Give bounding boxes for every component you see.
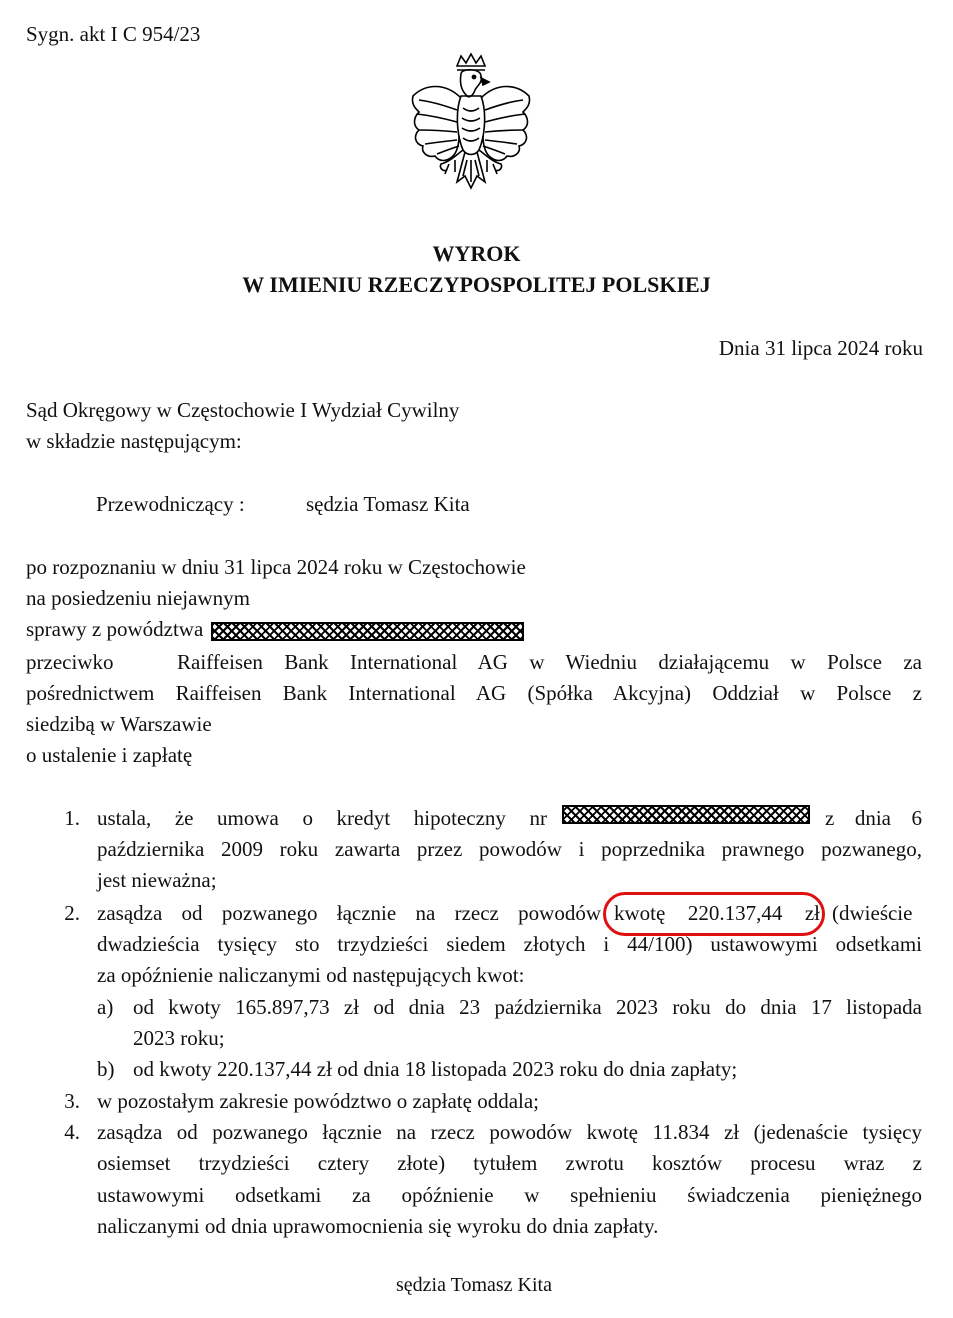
redacted-contract-number	[562, 805, 810, 824]
presiding-judge: sędzia Tomasz Kita	[306, 492, 470, 516]
ruling-1-line-1a: ustala, że umowa o kredyt hipoteczny nr	[97, 806, 547, 830]
case-number: Sygn. akt I C 954/23	[26, 22, 201, 46]
judgment-heading: WYROK	[432, 241, 521, 266]
ruling-4-line-1: zasądza od pozwanego łącznie na rzecz powodów kwotę 11.834 zł (jedenaście tysięcy	[97, 1120, 922, 1144]
judge-signature: sędzia Tomasz Kita	[396, 1274, 552, 1296]
highlighted-amount: kwotę 220.137,44 zł	[614, 901, 820, 925]
case-subject: o ustalenie i zapłatę	[26, 743, 193, 767]
ruling-number-2: 2.	[64, 901, 80, 925]
plaintiff-label: sprawy z powództwa	[26, 617, 204, 641]
ruling-number-1: 1.	[64, 806, 80, 830]
ruling-2-line-1c: (dwieście	[832, 901, 913, 925]
ruling-number-3: 3.	[64, 1089, 80, 1113]
redacted-plaintiff	[211, 622, 524, 641]
ruling-4-line-4: naliczanymi od dnia uprawomocnienia się wyroku do dnia zapłaty.	[97, 1214, 659, 1238]
ruling-number-4: 4.	[64, 1120, 80, 1144]
ruling-1-line-1b: z dnia 6	[825, 806, 922, 830]
court-composition-label: w składzie następującym:	[26, 429, 242, 453]
judgment-date: Dnia 31 lipca 2024 roku	[718, 336, 923, 360]
proceedings-line-2: na posiedzeniu niejawnym	[26, 586, 250, 610]
ruling-2-line-3: za opóźnienie naliczanymi od następujących kwot:	[97, 963, 525, 987]
proceedings-line-3	[26, 614, 524, 645]
defendant-line-2: pośrednictwem Raiffeisen Bank International AG (Spółka Akcyjna) Oddział w Polsce z	[26, 681, 922, 705]
ruling-2-line-1a: zasądza od pozwanego łącznie na rzecz powodów	[97, 901, 601, 925]
ruling-4-line-2: osiemset trzydzieści cztery złote) tytułem zwrotu kosztów procesu wraz z	[97, 1151, 922, 1175]
ruling-2-sub-b-label: b)	[97, 1057, 115, 1081]
ruling-2-sub-a-line-2: 2023 roku;	[133, 1026, 225, 1050]
against-label: przeciwko	[26, 650, 114, 674]
ruling-3-line-1: w pozostałym zakresie powództwo o zapłatę oddala;	[97, 1089, 540, 1113]
polish-eagle-emblem	[405, 52, 537, 202]
ruling-4-line-3: ustawowymi odsetkami za opóźnienie w spełnieniu świadczenia pieniężnego	[97, 1183, 922, 1207]
defendant-line-1: Raiffeisen Bank International AG w Wiedniu działającemu w Polsce za	[177, 650, 922, 674]
presiding-label: Przewodniczący :	[96, 492, 245, 516]
ruling-2-sub-a-line-1: od kwoty 165.897,73 zł od dnia 23 października 2023 roku do dnia 17 listopada	[133, 995, 922, 1019]
ruling-1-line-3: jest nieważna;	[97, 868, 217, 892]
ruling-2-sub-b-line-1: od kwoty 220.137,44 zł od dnia 18 listopada 2023 roku do dnia zapłaty;	[133, 1057, 738, 1081]
proceedings-line-1: po rozpoznaniu w dniu 31 lipca 2024 roku w Częstochowie	[26, 555, 526, 579]
defendant-line-3: siedzibą w Warszawie	[26, 712, 212, 736]
judgment-subheading: W IMIENIU RZECZYPOSPOLITEJ POLSKIEJ	[242, 272, 711, 297]
court-name: Sąd Okręgowy w Częstochowie I Wydział Cywilny	[26, 398, 460, 422]
ruling-1-line-2: października 2009 roku zawarta przez powodów i poprzednika prawnego pozwanego,	[97, 837, 922, 861]
ruling-2-sub-a-label: a)	[97, 995, 114, 1019]
ruling-2-line-2: dwadzieścia tysięcy sto trzydzieści siedem złotych i 44/100) ustawowymi odsetkami	[97, 932, 922, 956]
